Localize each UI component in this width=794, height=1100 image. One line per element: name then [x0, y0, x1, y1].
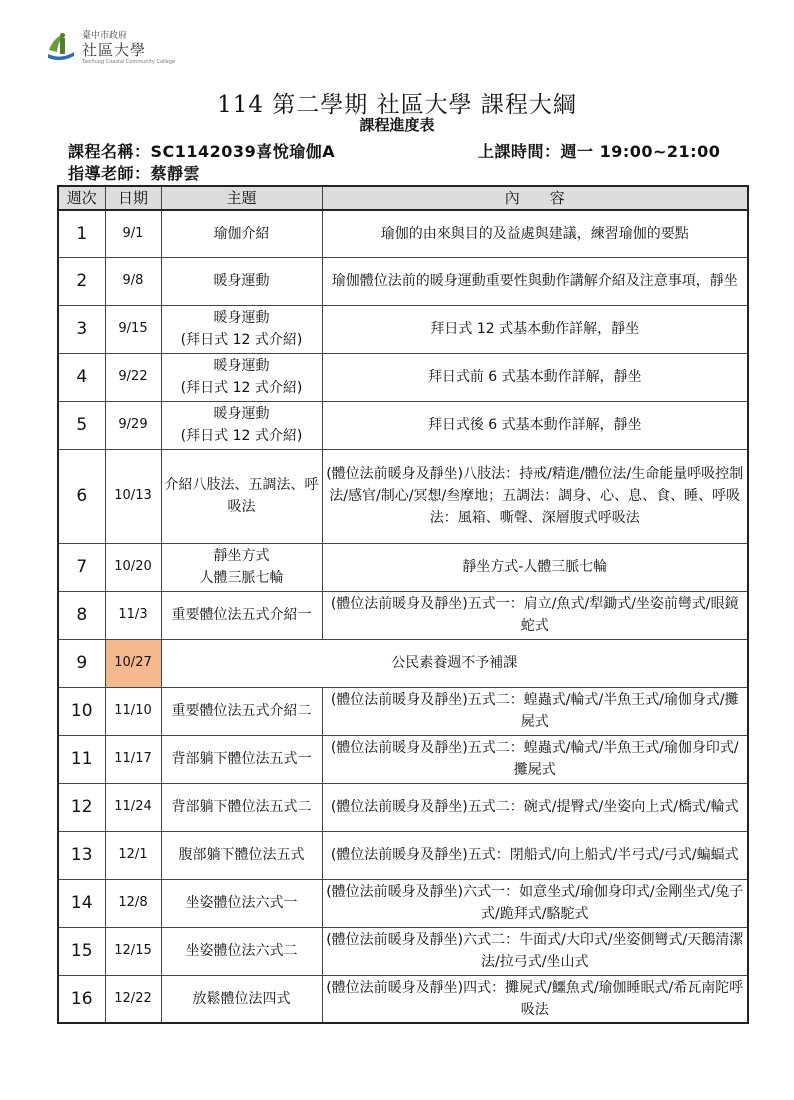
date-cell: 12/8	[105, 879, 161, 927]
topic-cell: 靜坐方式 人體三脈七輪	[161, 543, 322, 591]
table-row	[58, 449, 748, 543]
course-name: 課程名稱：SC1142039喜悅瑜伽A	[68, 142, 336, 161]
week-cell: 8	[58, 591, 105, 639]
content-cell: (體位法前暖身及靜坐)五式：閉船式/向上船式/半弓式/弓式/蝙蝠式	[322, 831, 748, 879]
table-row	[58, 305, 748, 353]
college-emblem-icon	[46, 30, 76, 60]
table-row	[58, 687, 748, 735]
week-cell: 4	[58, 353, 105, 401]
date-cell: 10/13	[105, 449, 161, 543]
week-cell: 9	[58, 639, 105, 687]
date-cell: 10/27	[105, 639, 161, 687]
table-row	[58, 543, 748, 591]
schedule-table	[57, 185, 749, 1024]
content-cell: (體位法前暖身及靜坐)四式：攤屍式/鱷魚式/瑜伽睡眠式/希瓦南陀呼吸法	[322, 975, 748, 1023]
table-row	[58, 879, 748, 927]
week-cell: 6	[58, 449, 105, 543]
week-cell: 2	[58, 257, 105, 305]
content-cell: (體位法前暖身及靜坐)八肢法：持戒/精進/體位法/生命能量呼吸控制法/感官/制心/冥想/叁摩地；五調法：調身、心、息、食、睡、呼吸法：風箱、嘶聲、深層腹式呼吸法	[322, 449, 748, 543]
topic-cell: 暖身運動 (拜日式 12 式介紹)	[161, 353, 322, 401]
content-cell: (體位法前暖身及靜坐)五式二：蝗蟲式/輪式/半魚王式/瑜伽身印式/攤屍式	[322, 735, 748, 783]
header-date: 日期	[105, 186, 161, 210]
week-cell: 15	[58, 927, 105, 975]
topic-cell: 腹部躺下體位法五式	[161, 831, 322, 879]
document-title: 114 第二學期 社區大學 課程大綱	[217, 92, 577, 118]
table-row	[58, 210, 748, 257]
date-cell: 9/22	[105, 353, 161, 401]
date-cell: 9/15	[105, 305, 161, 353]
content-cell: 拜日式前 6 式基本動作詳解，靜坐	[322, 353, 748, 401]
table-row	[58, 927, 748, 975]
topic-cell: 坐姿體位法六式一	[161, 879, 322, 927]
content-cell: (體位法前暖身及靜坐)六式二：牛面式/大印式/坐姿側彎式/天鵝清潔法/拉弓式/坐山式	[322, 927, 748, 975]
table-row	[58, 591, 748, 639]
content-cell: 瑜伽的由來與目的及益處與建議，練習瑜伽的要點	[322, 210, 748, 257]
topic-cell: 放鬆體位法四式	[161, 975, 322, 1023]
week-cell: 7	[58, 543, 105, 591]
week-cell: 10	[58, 687, 105, 735]
content-cell: (體位法前暖身及靜坐)五式二：蝗蟲式/輪式/半魚王式/瑜伽身式/攤屍式	[322, 687, 748, 735]
table-row	[58, 735, 748, 783]
content-cell: 拜日式 12 式基本動作詳解，靜坐	[322, 305, 748, 353]
logo-city-text: 臺中市政府	[82, 31, 128, 41]
content-cell: (體位法前暖身及靜坐)五式二：碗式/提臀式/坐姿向上式/橋式/輪式	[322, 783, 748, 831]
table-row	[58, 831, 748, 879]
table-row	[58, 975, 748, 1023]
week-cell: 5	[58, 401, 105, 449]
week-cell: 12	[58, 783, 105, 831]
content-cell: (體位法前暖身及靜坐)五式一：肩立/魚式/犁鋤式/坐姿前彎式/眼鏡蛇式	[322, 591, 748, 639]
week-cell: 3	[58, 305, 105, 353]
table-row	[58, 639, 748, 687]
week-cell: 16	[58, 975, 105, 1023]
content-cell: 拜日式後 6 式基本動作詳解，靜坐	[322, 401, 748, 449]
table-header-row	[58, 186, 748, 210]
week-cell: 13	[58, 831, 105, 879]
content-cell: (體位法前暖身及靜坐)六式一：如意坐式/瑜伽身印式/金剛坐式/兔子式/跪拜式/駱駝式	[322, 879, 748, 927]
topic-cell: 介紹八肢法、五調法、呼吸法	[161, 449, 322, 543]
date-cell: 11/24	[105, 783, 161, 831]
table-row	[58, 353, 748, 401]
table-row	[58, 401, 748, 449]
topic-cell: 重要體位法五式介紹二	[161, 687, 322, 735]
schedule-body	[58, 210, 748, 1023]
topic-cell: 暖身運動 (拜日式 12 式介紹)	[161, 401, 322, 449]
date-cell: 9/1	[105, 210, 161, 257]
topic-cell: 暖身運動 (拜日式 12 式介紹)	[161, 305, 322, 353]
date-cell: 11/17	[105, 735, 161, 783]
college-logo	[42, 26, 176, 72]
date-cell: 11/3	[105, 591, 161, 639]
date-cell: 11/10	[105, 687, 161, 735]
topic-cell: 重要體位法五式介紹一	[161, 591, 322, 639]
date-cell: 9/29	[105, 401, 161, 449]
topic-cell: 坐姿體位法六式二	[161, 927, 322, 975]
document-subtitle: 課程進度表	[359, 116, 435, 134]
content-cell: 靜坐方式-人體三脈七輪	[322, 543, 748, 591]
logo-name-text: 社區大學	[82, 41, 147, 59]
topic-cell: 暖身運動	[161, 257, 322, 305]
teacher-name: 指導老師：蔡靜雲	[68, 164, 201, 183]
header-week: 週次	[58, 186, 105, 210]
header-topic: 主題	[161, 186, 322, 210]
week-cell: 1	[58, 210, 105, 257]
topic-cell: 背部躺下體位法五式二	[161, 783, 322, 831]
topic-cell: 背部躺下體位法五式一	[161, 735, 322, 783]
topic-cell: 瑜伽介紹	[161, 210, 322, 257]
date-cell: 12/15	[105, 927, 161, 975]
class-time: 上課時間：週一 19:00~21:00	[478, 142, 721, 161]
table-row	[58, 257, 748, 305]
date-cell: 12/22	[105, 975, 161, 1023]
content-cell: 瑜伽體位法前的暖身運動重要性與動作講解介紹及注意事項，靜坐	[322, 257, 748, 305]
date-cell: 12/1	[105, 831, 161, 879]
table-row	[58, 783, 748, 831]
week-cell: 11	[58, 735, 105, 783]
header-content: 內 容	[322, 186, 748, 210]
logo-english-text: Taichung Coastal Community College	[82, 59, 176, 65]
date-cell: 10/20	[105, 543, 161, 591]
date-cell: 9/8	[105, 257, 161, 305]
merged-note-cell: 公民素養週不予補課	[161, 639, 748, 687]
week-cell: 14	[58, 879, 105, 927]
